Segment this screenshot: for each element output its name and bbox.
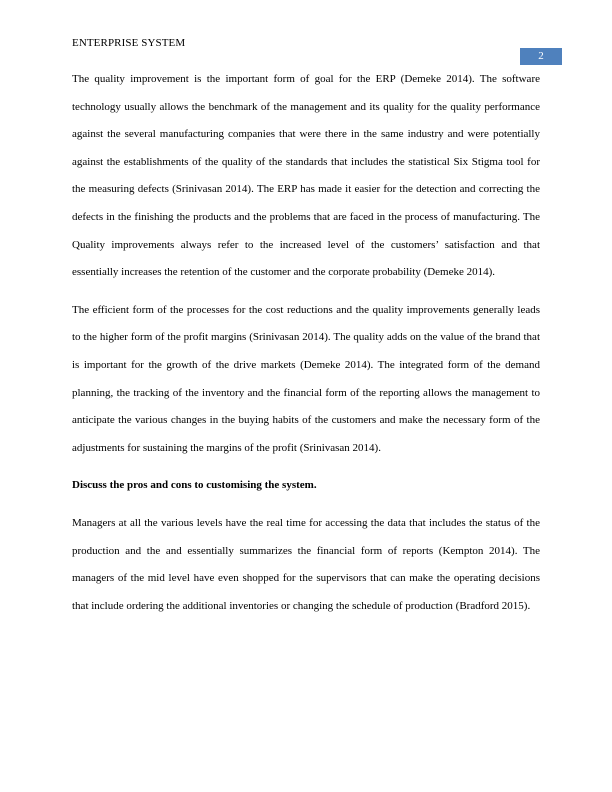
paragraph-managers: Managers at all the various levels have the real time for accessing the data that includes the status of the production and the and essentially summarizes the financial form of reports (Kempton 2014). The managers of the mid level have even shopped for the supervisors that can make the operating decisions that include ordering the additional inventories or changing the schedule of production (Bradford 2015). — [72, 516, 540, 612]
paragraph-quality-improvement: The quality improvement is the important form of goal for the ERP (Demeke 2014). The software technology usually allows the benchmark of the management and its quality for the quality performance against the several manufacturing companies that were there in the same industry and were potentially against the establishments of the quality of the standards that includes the statistical Six Stigma tool for the measuring defects (Srinivasan 2014). The ERP has made it easier for the detection and correcting the defects in the finishing the products and the problems that are faced in the process of manufacturing. The Quality improvements always refer to the increased level of the customers’ satisfaction and that essentially increases the retention of the customer and the corporate probability (Demeke 2014). — [72, 73, 540, 279]
page-number-badge: 2 — [520, 48, 562, 65]
document-body — [72, 66, 540, 630]
running-head: ENTERPRISE SYSTEM — [72, 37, 186, 49]
section-heading: Discuss the pros and cons to customising the system. — [72, 479, 317, 492]
paragraph-cost-reductions: The efficient form of the processes for the cost reductions and the quality improvements generally leads to the higher form of the profit margins (Srinivasan 2014). The quality adds on the value of the brand that is important for the growth of the drive markets (Demeke 2014). The integrated form of the demand planning, the tracking of the inventory and the financial form of the reporting allows the management to anticipate the various changes in the buying habits of the customers and make the necessary form of the adjustments for sustaining the margins of the profit (Srinivasan 2014). — [72, 303, 540, 454]
